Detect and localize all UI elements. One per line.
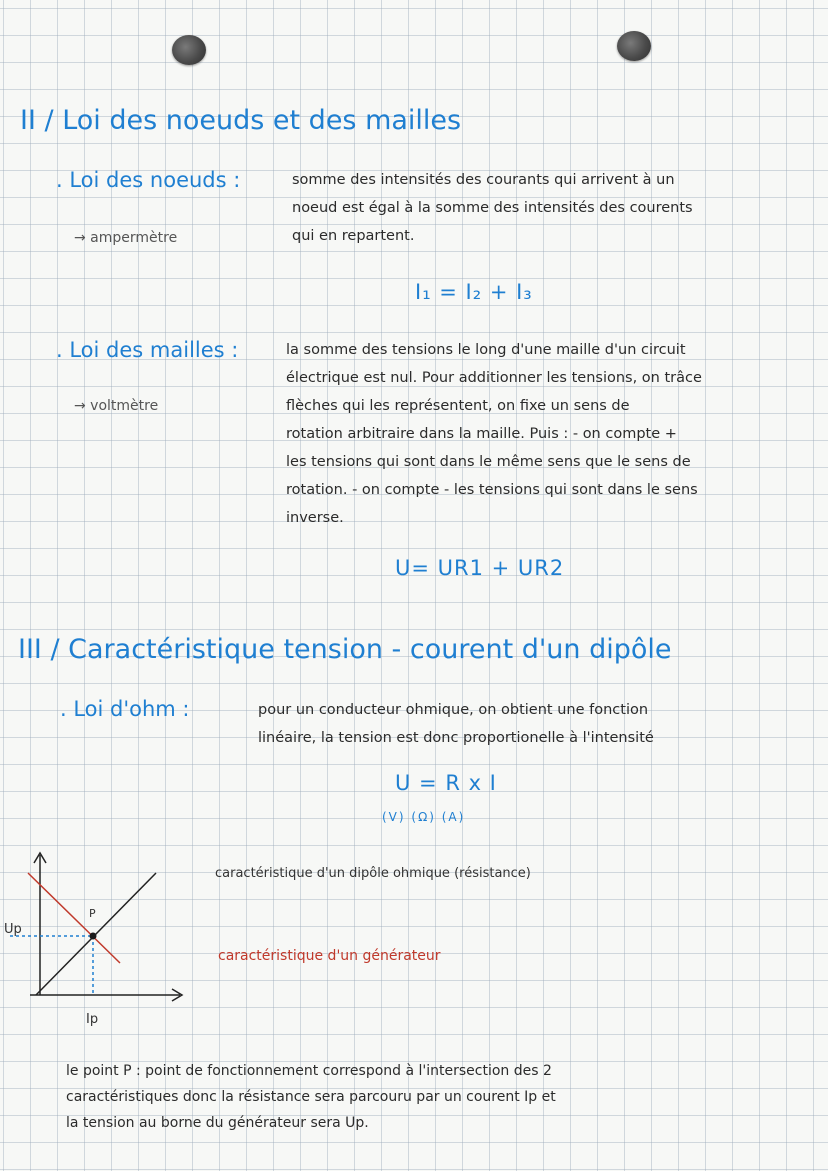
law-nodes-text — [292, 166, 693, 250]
ohm-law-text — [258, 696, 654, 752]
ohm-law-heading: . Loi d'ohm : — [60, 697, 190, 721]
characteristic-graph — [0, 845, 200, 1035]
text-line: caractéristiques donc la résistance sera parcouru par un courent Ip et — [66, 1089, 556, 1105]
text-line: noeud est égal à la somme des intensités des courents — [292, 200, 693, 216]
text-line: rotation arbitraire dans la maille. Puis : - on compte + — [286, 426, 677, 442]
legend-generator: caractéristique d'un générateur — [218, 948, 441, 964]
text-line: flèches qui les représentent, on fixe un sens de — [286, 398, 630, 414]
law-meshes-text — [286, 336, 702, 532]
law-nodes-note: → ampermètre — [74, 230, 178, 246]
law-nodes-heading: . Loi des noeuds : — [56, 168, 241, 192]
text-line: qui en repartent. — [292, 228, 415, 244]
text-line: linéaire, la tension est donc proportionelle à l'intensité — [258, 730, 654, 746]
section-2-title: II / Loi des noeuds et des mailles — [20, 105, 462, 136]
text-line: inverse. — [286, 510, 344, 526]
law-meshes-heading: . Loi des mailles : — [56, 338, 239, 362]
text-line: la tension au borne du générateur sera Up. — [66, 1115, 369, 1131]
section-3-title: III / Caractéristique tension - courent d'un dipôle — [18, 634, 672, 665]
operating-point — [90, 933, 97, 940]
text-line: pour un conducteur ohmique, on obtient une fonction — [258, 702, 649, 718]
text-line: somme des intensités des courants qui arrivent à un — [292, 172, 675, 188]
conclusion-text — [66, 1058, 556, 1136]
ohm-law-formula: U = R x I — [395, 771, 497, 795]
label-up: Up — [4, 922, 22, 937]
ohm-law-units: (V) (Ω) (A) — [382, 810, 466, 824]
binder-hole-right — [617, 31, 651, 61]
law-meshes-note: → voltmètre — [74, 398, 159, 414]
legend-ohmic: caractéristique d'un dipôle ohmique (résistance) — [215, 866, 531, 881]
law-meshes-formula: U= UR1 + UR2 — [395, 556, 565, 580]
text-line: la somme des tensions le long d'une maille d'un circuit — [286, 342, 686, 358]
generator-characteristic-line — [28, 873, 120, 963]
law-nodes-formula: I₁ = I₂ + I₃ — [415, 280, 533, 304]
ohmic-characteristic-line — [36, 873, 156, 995]
text-line: rotation. - on compte - les tensions qui sont dans le sens — [286, 482, 698, 498]
text-line: électrique est nul. Pour additionner les tensions, on trâce — [286, 370, 702, 386]
text-line: les tensions qui sont dans le même sens que le sens de — [286, 454, 691, 470]
binder-hole-left — [172, 35, 206, 65]
text-line: le point P : point de fonctionnement correspond à l'intersection des 2 — [66, 1063, 552, 1079]
label-ip: Ip — [86, 1012, 99, 1027]
label-p: P — [89, 907, 96, 920]
